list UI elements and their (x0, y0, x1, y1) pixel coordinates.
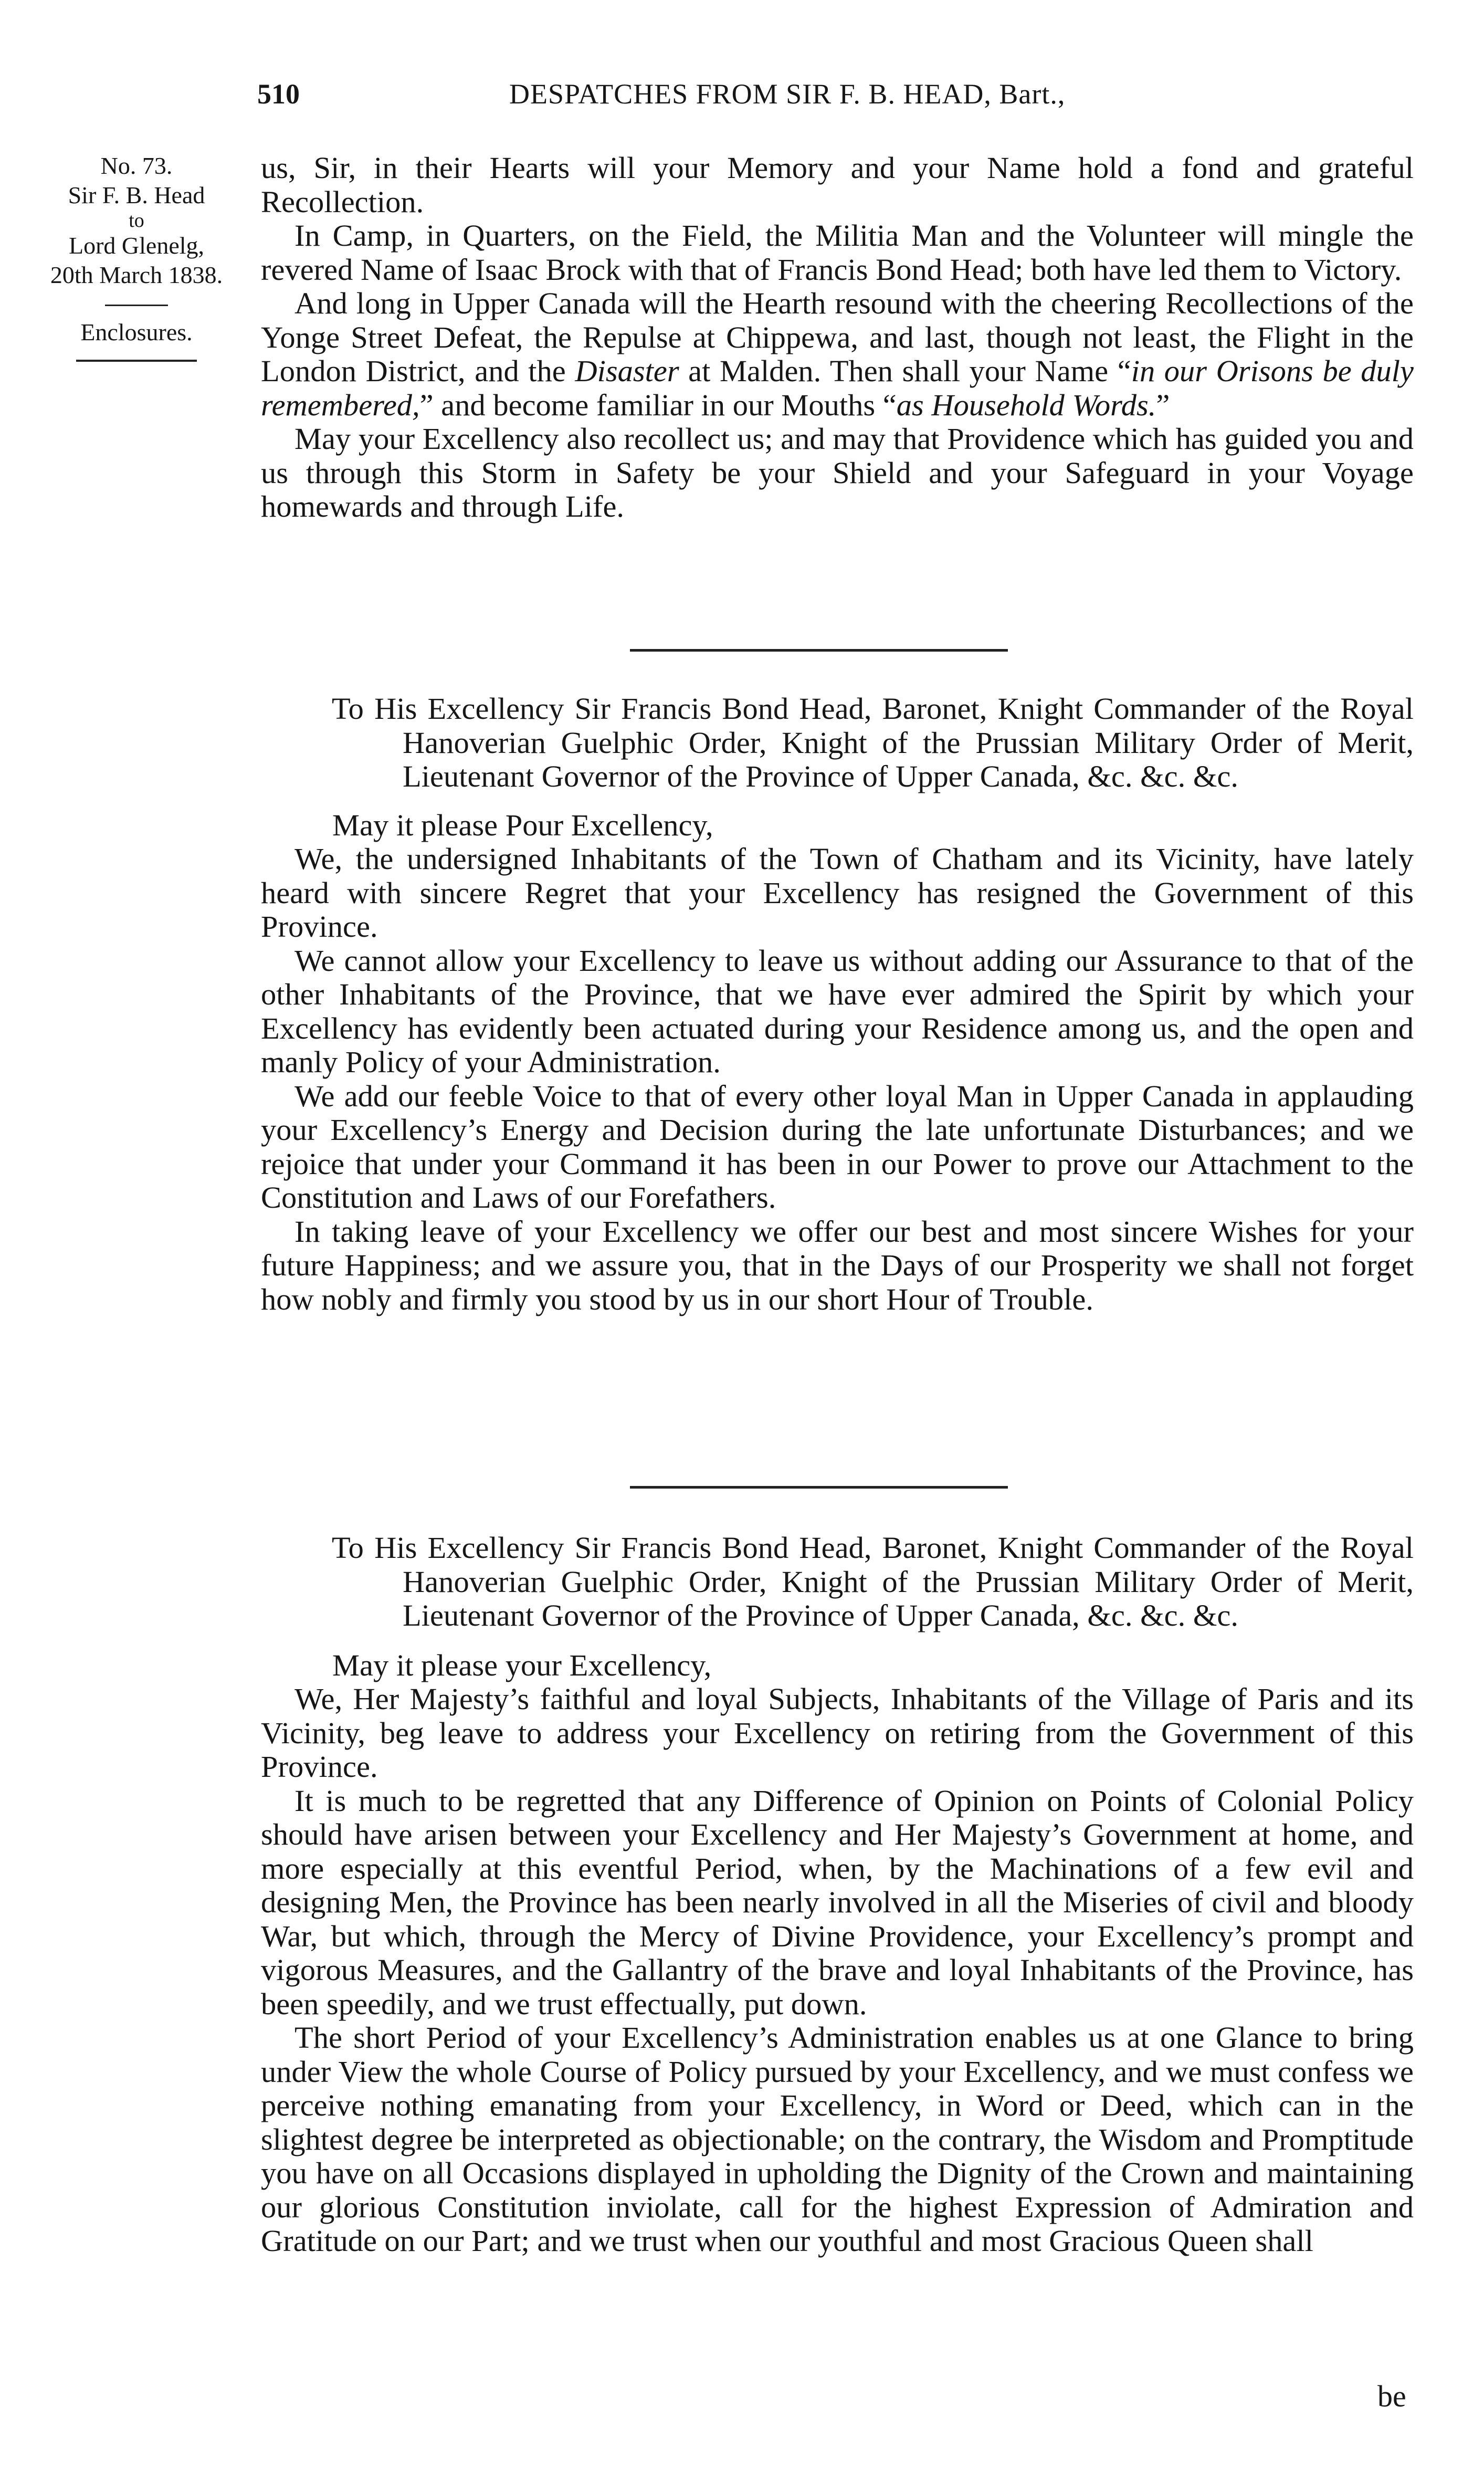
paragraph: We cannot allow your Excellency to leave us without adding our Assurance to that of the other Inhabitants of the Province, that we have ever admired the Spirit by which your Excellency has evidently been actuated during your Residence among us, and the open and manly Policy of your Administration. (261, 943, 1414, 1079)
section-1 (261, 151, 1414, 524)
margin-note-number: No. 73. (100, 152, 173, 179)
paragraph: We, Her Majesty’s faithful and loyal Subjects, Inhabitants of the Village of Paris and its Vicinity, beg leave to address your Excellency on retiring from the Government of this Province. (261, 1682, 1414, 1784)
paragraph: In Camp, in Quarters, on the Field, the Militia Man and the Volunteer will mingle the revered Name of Isaac Brock with that of Francis Bond Head; both have led them to Victory. (261, 218, 1414, 287)
paragraph: It is much to be regretted that any Difference of Opinion on Points of Colonial Policy should have arisen between your Excellency and Her Majesty’s Government at home, and more especially at this eventful Period, when, by the Machinations of a few evil and designing Men, the Province has been nearly involved in all the Miseries of civil and bloody War, but which, through the Mercy of Divine Providence, your Excellency’s prompt and vigorous Measures, and the Gallantry of the brave and loyal Inhabitants of the Province, has been speedily, and we trust effectually, put down. (261, 1783, 1414, 2021)
page-number: 510 (257, 78, 300, 110)
margin-note-divider (105, 305, 168, 306)
catchword: be (1377, 2379, 1406, 2413)
paragraph: We add our feeble Voice to that of every other loyal Man in Upper Canada in applauding your Excellency’s Energy and Decision during the late unfortunate Disturbances; and we rejoice that under your Command it has been in our Power to prove our Attachment to the Constitution and Laws of our Forefathers. (261, 1079, 1414, 1214)
section-3 (261, 1531, 1414, 2258)
paragraph: And long in Upper Canada will the Hearth resound with the cheering Recollections of the Yonge Street Defeat, the Repulse at Chippewa, and last, though not least, the Flight in the London District, and the Disaster at Malden. Then shall your Name “in our Orisons be duly remembered,” and become familiar in our Mouths “as Household Words.” (261, 286, 1414, 422)
section-rule (630, 1486, 1008, 1489)
margin-note-enclosures: Enclosures. (80, 319, 193, 345)
paragraph: We, the undersigned Inhabitants of the Town of Chatham and its Vicinity, have lately heard with sincere Regret that your Excellency has resigned the Government of this Province. (261, 842, 1414, 944)
margin-note-to: to (129, 210, 144, 232)
section-rule (630, 649, 1008, 652)
salutation: May it please your Excellency, (332, 1648, 712, 1682)
margin-note-recipient: Lord Glenelg, (68, 232, 205, 259)
margin-note-rule (76, 360, 197, 362)
paragraph: May your Excellency also recollect us; and may that Providence which has guided you and us through this Storm in Safety be your Shield and your Safeguard in your Voyage homewards and through Life. (261, 422, 1414, 523)
margin-note (31, 151, 241, 362)
paragraph: In taking leave of your Excellency we offer our best and most sincere Wishes for your future Happiness; and we assure you, that in the Days of our Prosperity we shall not forget how nobly and firmly you stood by us in our short Hour of Trouble. (261, 1214, 1414, 1316)
paragraph: us, Sir, in their Hearts will your Memory and your Name hold a fond and grateful Recollection. (261, 151, 1414, 219)
address-block: To His Excellency Sir Francis Bond Head, Baronet, Knight Commander of the Royal Hanoverian Guelphic Order, Knight of the Prussian Military Order of Merit, Lieutenant Governor of the Province of Upper Canada, &c. &c. &c. (332, 1531, 1414, 1632)
salutation: May it please Pour Excellency, (332, 808, 713, 842)
section-2 (261, 692, 1414, 1316)
running-title: DESPATCHES FROM SIR F. B. HEAD, Bart., (509, 78, 1066, 110)
paragraph: The short Period of your Excellency’s Administration enables us at one Glance to bring under View the whole Course of Policy pursued by your Excellency, and we must confess we perceive nothing emanating from your Excellency, in Word or Deed, which can in the slightest degree be interpreted as objectionable; on the contrary, the Wisdom and Promptitude you have on all Occasions displayed in upholding the Dignity of the Crown and maintaining our glorious Constitution inviolate, call for the highest Expression of Admiration and Gratitude on our Part; and we trust when our youthful and most Gracious Queen shall (261, 2020, 1414, 2258)
address-block: To His Excellency Sir Francis Bond Head, Baronet, Knight Commander of the Royal Hanoverian Guelphic Order, Knight of the Prussian Military Order of Merit, Lieutenant Governor of the Province of Upper Canada, &c. &c. &c. (332, 692, 1414, 793)
margin-note-sender: Sir F. B. Head (68, 182, 205, 208)
margin-note-date: 20th March 1838. (50, 261, 223, 288)
running-header (257, 78, 1417, 120)
